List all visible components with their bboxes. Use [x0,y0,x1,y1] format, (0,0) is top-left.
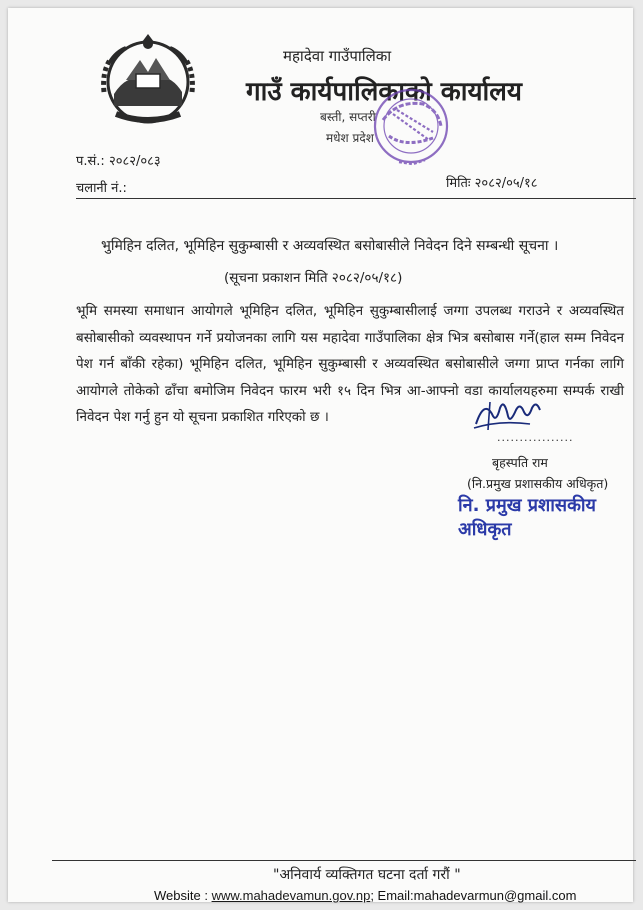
signature-line: ................. [497,431,574,444]
footer-motto: "अनिवार्य व्यक्तिगत घटना दर्ता गरौं " [273,867,461,883]
notice-page [8,8,633,902]
signatory-name: बृहस्पति राम [492,455,548,470]
official-seal-icon [353,80,463,180]
email-label: ; Email: [370,888,414,903]
office-province: मधेश प्रदेश [326,131,374,145]
website-label: Website : [154,888,212,903]
signature-icon [470,394,550,434]
office-title: गाउँ कार्यपालिकाको कार्यालय [246,77,522,107]
email-address[interactable]: mahadevarmun@gmail.com [413,888,577,903]
header-divider [76,198,636,199]
footer-divider [52,860,636,861]
notice-body: भूमि समस्या समाधान आयोगले भूमिहिन दलित, भूमिहिन सुकुम्बासीलाई जग्गा उपलब्ध गराउने र अव्यवस्थित बसोबासीको व्यवस्थापन गर्ने प्रयोजनका लागि यस महादेवा गाउँपालिका क्षेत्र भित्र बसोबास गर्ने(हाल सम्म निवेदन पेश गर्न बाँकी रहेका) भूमिहिन दलित, भूमिहिन सुकुम्बासी र अव्यवस्थित बसोबासीले जग्गा प्राप्त गर्नका लागि आयोगले तोकेको ढाँचा बमोजिम निवेदन फारम भरी १५ दिन भित्र आ-आफ्नो वडा कार्यालयहरुमा सम्पर्क राखी निवेदन पेश गर्नु हुन यो सूचना प्रकाशित गरिएको छ । [76,303,624,425]
municipality-name: महादेवा गाउँपालिका [283,47,392,65]
website-link[interactable]: www.mahadevamun.gov.np [211,888,371,903]
notice-subject: भुमिहिन दलित, भूमिहिन सुकुम्बासी र अव्यवस्थित बसोबासीले निवेदन दिने सम्बन्धी सूचना । [101,238,559,254]
signatory-title: (नि.प्रमुख प्रशासकीय अधिकृत) [467,476,609,491]
dispatch-number: चलानी नं.: [76,181,127,196]
office-address: बस्ती, सप्तरी [320,110,376,124]
publication-date: (सूचना प्रकाशन मिति २०८२/०५/१८) [224,270,403,286]
designation-stamp: नि. प्रमुख प्रशासकीय अधिकृत [458,495,596,540]
footer-contact [154,888,576,903]
nepal-emblem-icon [96,32,200,128]
reference-number: प.सं.: २०८२/०८३ [76,154,161,169]
notice-date: मितिः २०८२/०५/१८ [446,176,538,191]
